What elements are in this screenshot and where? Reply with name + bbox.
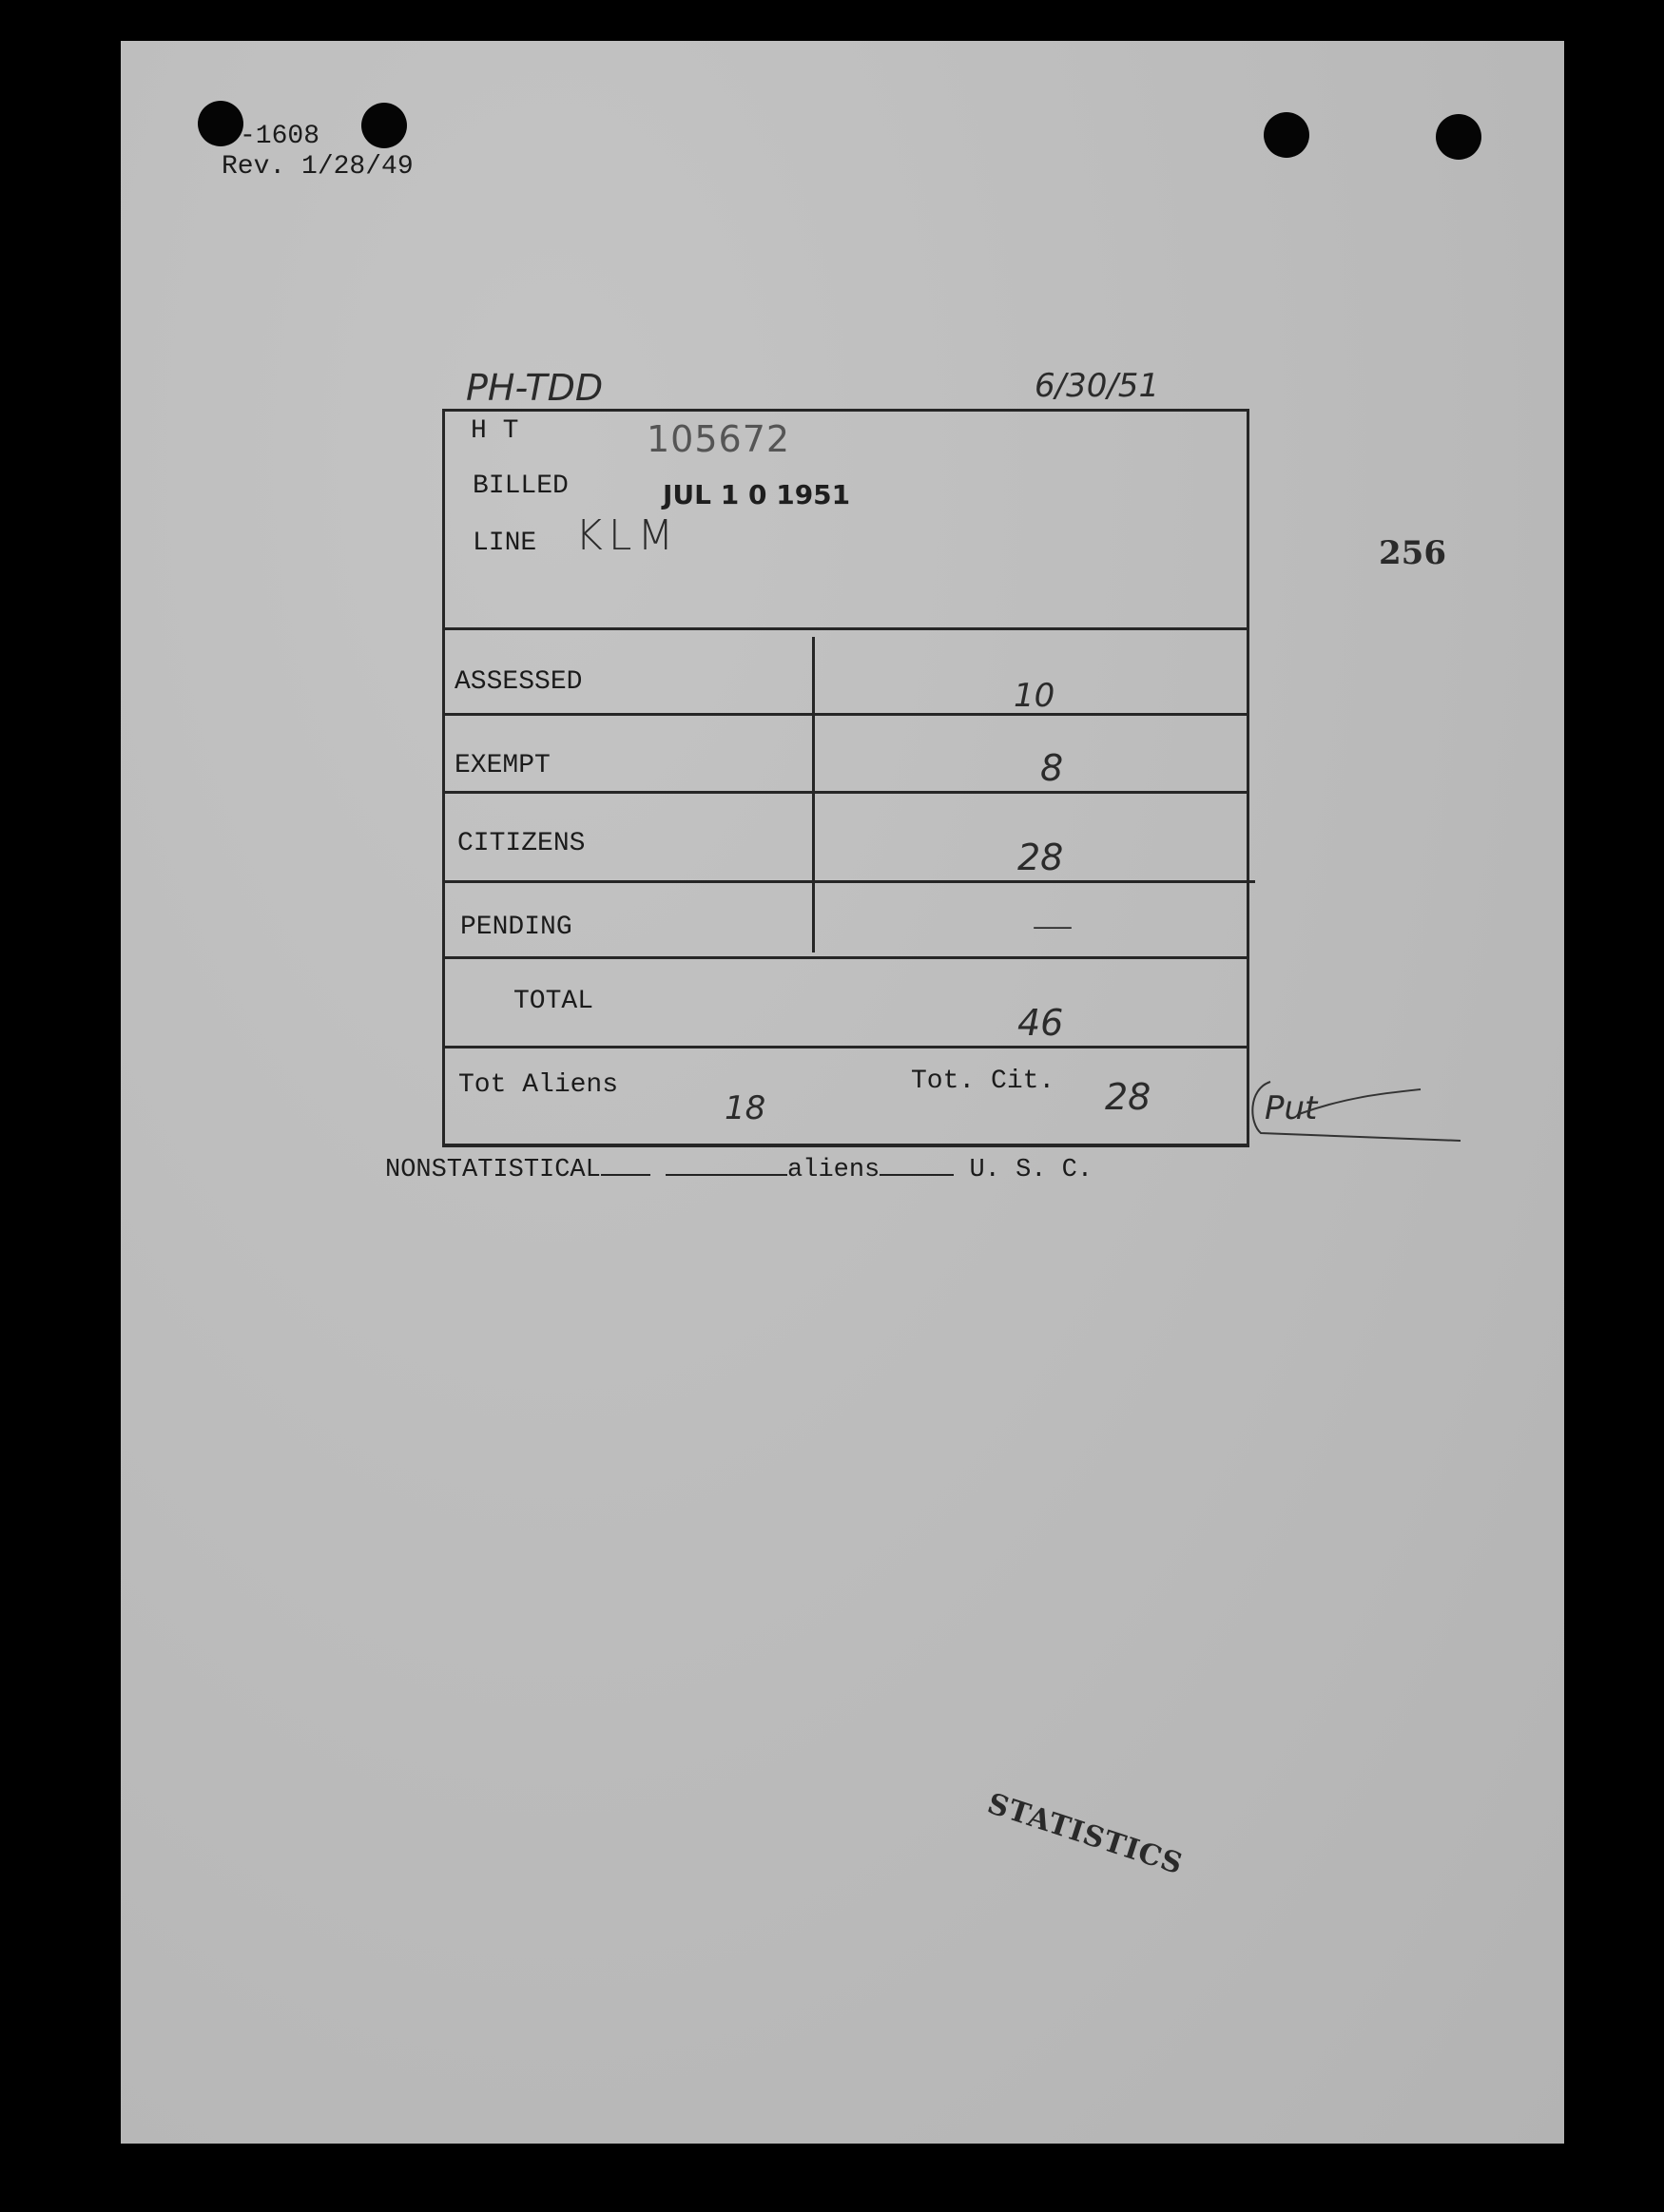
tot-aliens-value: 18 [725,1089,766,1127]
divider [442,713,1247,716]
punch-hole [198,101,243,146]
form-table [442,409,1249,1147]
total-value: 46 [1017,1002,1064,1044]
form-number: -1608 [240,122,320,151]
total-label: TOTAL [513,987,594,1016]
citizens-label: CITIZENS [457,829,586,858]
divider [442,880,1255,883]
divider [442,791,1247,794]
divider [442,1046,1247,1048]
punch-hole [361,103,407,148]
tot-cit-label: Tot. Cit. [911,1067,1055,1096]
usc-label: U. S. C. [969,1156,1093,1184]
column-divider [812,637,815,952]
ht-label: H T [471,416,519,446]
line-value: KLM [575,511,680,560]
citizens-value: 28 [1017,837,1064,878]
divider [442,627,1247,630]
assessed-value: 10 [1014,677,1055,715]
billed-date: JUL 1 0 1951 [663,479,851,510]
punch-hole [1264,112,1309,158]
statistics-stamp: STATISTICS [983,1787,1188,1882]
divider [442,956,1247,959]
exempt-value: 8 [1040,747,1064,789]
billed-label: BILLED [473,471,569,501]
pending-label: PENDING [460,913,572,942]
tot-aliens-label: Tot Aliens [458,1070,619,1100]
initials-flourish [1242,1076,1470,1143]
assessed-label: ASSESSED [455,667,583,697]
ht-number: 105672 [647,418,791,460]
page-number: 256 [1379,534,1446,572]
blank-field [666,1174,787,1176]
line-label: LINE [473,529,537,558]
handwritten-code: PH-TDD [466,367,604,409]
handwritten-date: 6/30/51 [1035,367,1160,405]
revision-date: Rev. 1/28/49 [222,152,414,182]
initials: Put [1265,1089,1318,1127]
aliens-label: aliens [787,1156,880,1184]
nonstatistical-line [385,1156,1093,1184]
blank-field [601,1174,650,1176]
nonstatistical-label: NONSTATISTICAL [385,1156,601,1184]
punch-hole [1436,114,1481,160]
pending-value: — [1032,901,1074,950]
exempt-label: EXEMPT [455,751,551,780]
blank-field [880,1174,954,1176]
tot-cit-value: 28 [1105,1076,1151,1118]
